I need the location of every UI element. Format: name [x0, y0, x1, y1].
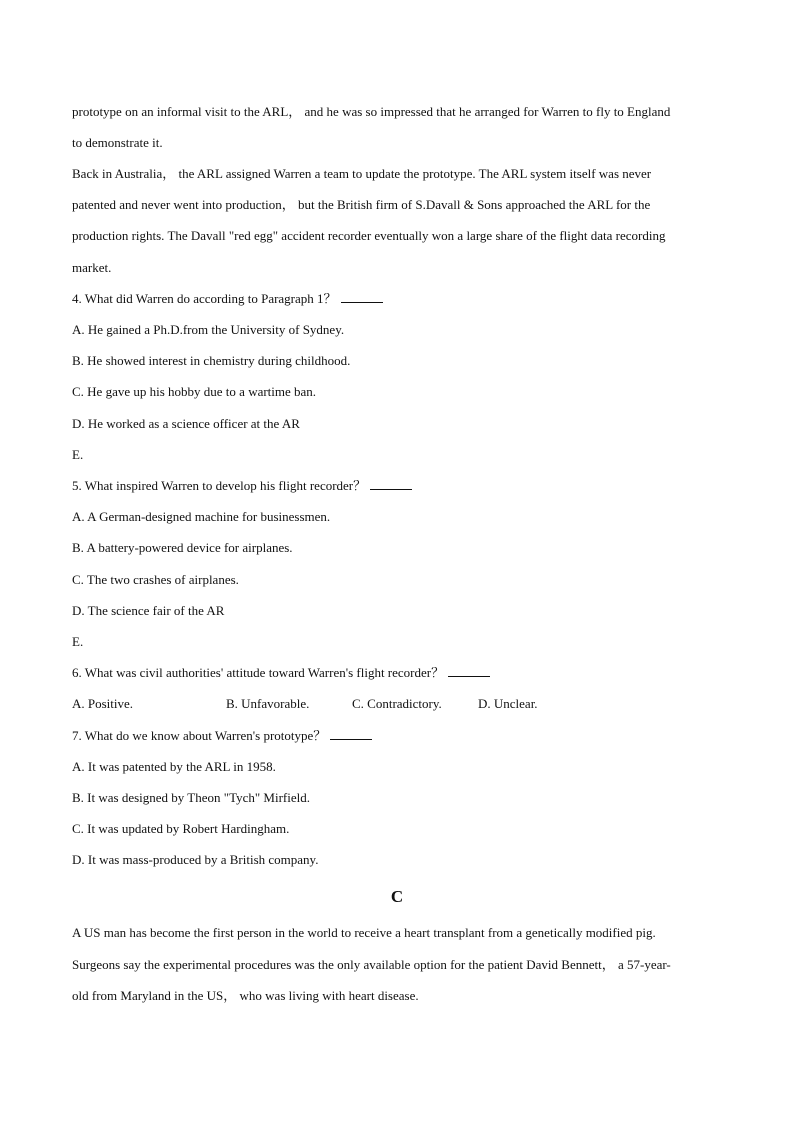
question-stem-text: 4. What did Warren do according to Paragraph 1？ — [72, 291, 337, 306]
question-5-option-c: C. The two crashes of airplanes. — [72, 572, 239, 587]
passage-line: Surgeons say the experimental procedures was the only available option for the patient David Bennett， a 57-year- — [72, 957, 671, 972]
question-5-option-d: D. The science fair of the AR — [72, 603, 225, 618]
question-4-option-e: E. — [72, 447, 84, 462]
question-stem-text: 6. What was civil authorities' attitude toward Warren's flight recorder？ — [72, 665, 445, 680]
question-6-stem — [72, 665, 490, 681]
answer-blank[interactable] — [330, 729, 372, 740]
answer-blank[interactable] — [370, 479, 412, 490]
question-5-option-b: B. A battery-powered device for airplanes. — [72, 540, 293, 555]
question-6-option-a: A. Positive. — [72, 696, 134, 711]
section-heading: C — [390, 887, 404, 906]
question-4-option-c: C. He gave up his hobby due to a wartime ban. — [72, 384, 317, 399]
passage-line: A US man has become the first person in the world to receive a heart transplant from a genetically modified pig. — [72, 925, 656, 940]
question-5-option-e: E. — [72, 634, 84, 649]
passage-line: production rights. The Davall "red egg" accident recorder eventually won a large share of the flight data recording — [72, 228, 666, 243]
question-5-option-a: A. A German-designed machine for businessmen. — [72, 509, 331, 524]
question-7-option-b: B. It was designed by Theon "Tych" Mirfield. — [72, 790, 311, 805]
question-4-option-a: A. He gained a Ph.D.from the University of Sydney. — [72, 322, 345, 337]
question-stem-text: 5. What inspired Warren to develop his flight recorder？ — [72, 478, 367, 493]
question-4-option-b: B. He showed interest in chemistry during childhood. — [72, 353, 351, 368]
question-7-option-a: A. It was patented by the ARL in 1958. — [72, 759, 276, 774]
question-5-stem — [72, 478, 412, 494]
passage-line: to demonstrate it. — [72, 135, 163, 150]
passage-line: Back in Australia， the ARL assigned Warren a team to update the prototype. The ARL system itself was never — [72, 166, 652, 181]
question-4-stem — [72, 291, 383, 307]
question-6-option-c: C. Contradictory. — [352, 696, 442, 711]
question-6-option-d: D. Unclear. — [478, 696, 538, 711]
passage-line: prototype on an informal visit to the ARL， and he was so impressed that he arranged for Warren to fly to England — [72, 104, 671, 119]
question-7-stem — [72, 728, 372, 744]
question-stem-text: 7. What do we know about Warren's prototype？ — [72, 728, 327, 743]
passage-line: patented and never went into production， but the British firm of S.Davall & Sons approached the ARL for the — [72, 197, 651, 212]
passage-line: old from Maryland in the US， who was living with heart disease. — [72, 988, 419, 1003]
question-4-option-d: D. He worked as a science officer at the AR — [72, 416, 300, 431]
answer-blank[interactable] — [341, 292, 383, 303]
question-6-option-b: B. Unfavorable. — [226, 696, 310, 711]
answer-blank[interactable] — [448, 666, 490, 677]
passage-line: market. — [72, 260, 112, 275]
question-7-option-c: C. It was updated by Robert Hardingham. — [72, 821, 290, 836]
question-7-option-d: D. It was mass-produced by a British company. — [72, 852, 319, 867]
